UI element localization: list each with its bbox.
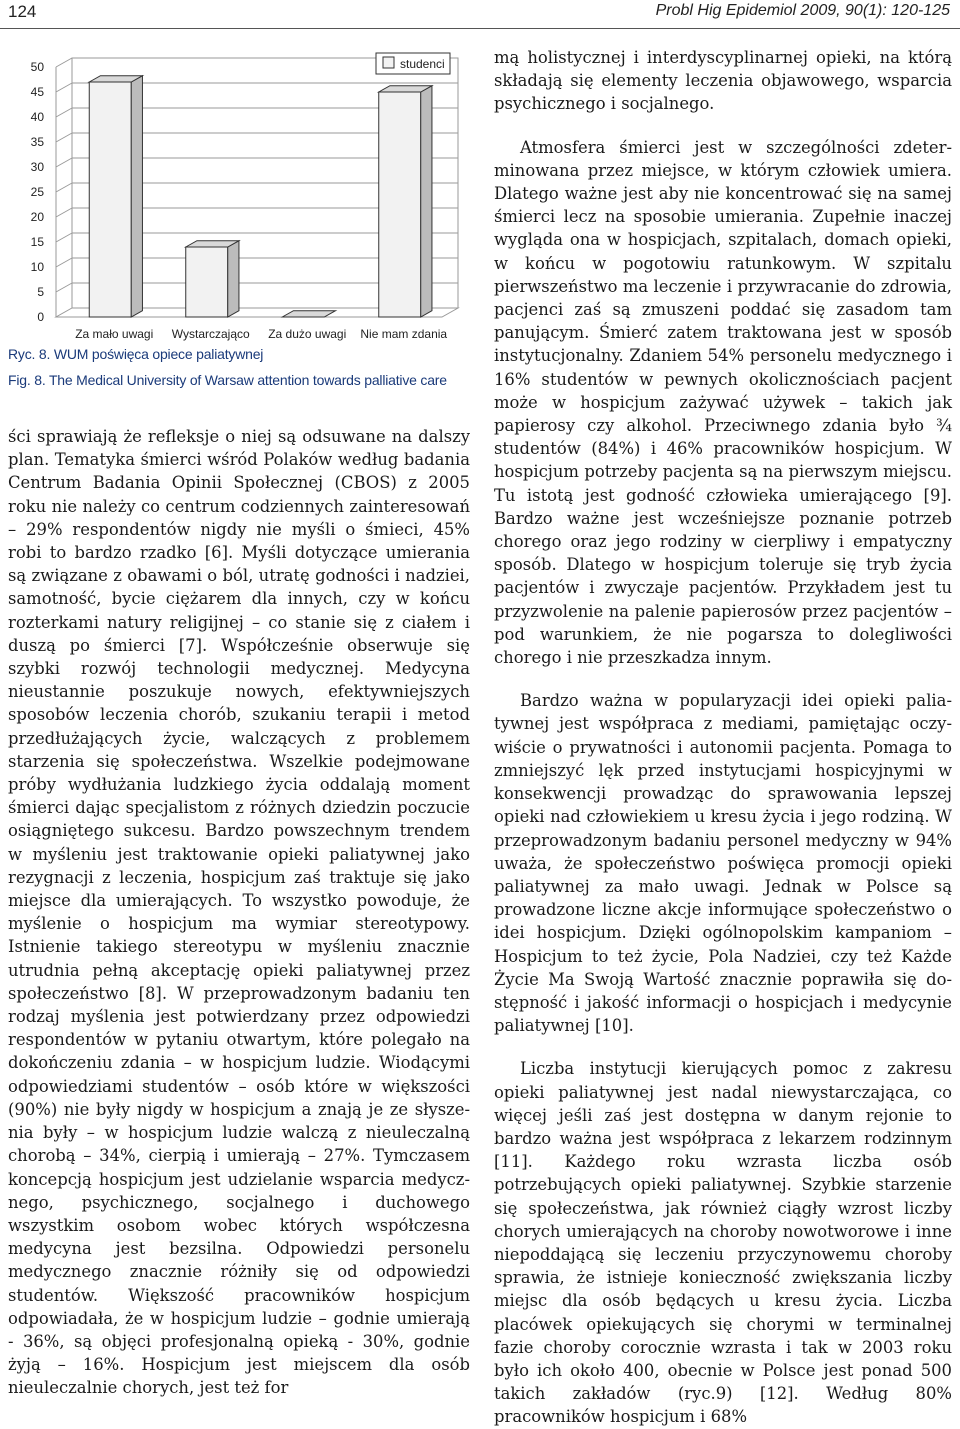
bar-chart	[0, 40, 470, 348]
figure-caption-english: Fig. 8. The Medical University of Warsaw attention towards palliative care	[8, 372, 447, 388]
left-column	[8, 425, 470, 1400]
y-tick-label: 20	[30, 210, 44, 224]
gridline-diagonal	[56, 158, 72, 167]
bar-side	[421, 86, 432, 317]
gridline-diagonal	[56, 258, 72, 267]
gridline-diagonal	[56, 283, 72, 292]
gridline-diagonal	[56, 108, 72, 117]
gridline-diagonal	[56, 183, 72, 192]
header-rule	[0, 28, 960, 29]
right-paragraph-1: mą holistycznej i interdyscyplinarnej opieki, na którą składają się elementy leczenia objawowego, wsparcia psychicznego i socjalnego.	[494, 48, 952, 114]
category-label: Za mało uwagi	[75, 327, 154, 341]
bar-side	[131, 76, 142, 317]
bar	[89, 82, 131, 317]
y-tick-label: 45	[30, 85, 44, 99]
y-tick-label: 10	[30, 260, 44, 274]
right-paragraph-3: Bardzo ważna w popularyzacji idei opieki paliatywnej jest współpraca z mediami, pamiętając oczywiście o prywatności i autonomii pacjenta. Pomaga to zmniejszyć lęk przed instytucjami hospicyjnymi w konsekwencji prowadząc do sprawowania lepszej opieki nad człowiekiem u kresu życia i jego rodziną. W przeprowadzonym badaniu personel medyczny w 94% uważa, że społeczeństwo poświęca promocji opieki paliatywnej za mało uwagi. Jednak w Polsce są prowadzone liczne akcje informujące społeczeństwo o idei hospicjum. Dzięki ogólnopolskim kampaniom – Hospicjum to też życie, Pola Nadziei, czy też Każde Życie Ma Swoją Wartość znacznie poprawiła się dostępność i jakość informacji o hospicjach i medycynie paliatywnej [10].	[494, 691, 952, 1036]
y-tick-label: 5	[37, 285, 44, 299]
legend-label: studenci	[400, 57, 445, 71]
right-paragraph-2: Atmosfera śmierci jest w szczególności zdeterminowana przez miejsce, w którym człowiek umiera. Dlatego ważne jest aby nie koncentrować się na samej śmierci lecz na sposobie umierania. Zupełnie inaczej wygląda ona w hospicjach, szpitalach, domach opieki, w końcu w pogotowiu ratunkowym. W szpitalu pierwszeństwo ma leczenie i przywracanie do zdrowia, pacjenci zaś są zmuszeni poddać się zasadom tam panującym. Śmierć zatem traktowana jest w sposób instytucjonalny. Zdaniem 54% personelu medycznego i 16% studentów w pewnych okolicznościach pacjent może w hospicjum zażywać używek – takich jak papierosy czy alkohol. Przeciwnego zdania było ¾ studentów (84%) i 46% pracowników hospicjum. W hospicjum potrzeby pacjenta są na pierwszym miejscu. Tu istotą jest godność człowieka umierającego [9]. Bardzo ważne jest wcześniejsze poznanie potrzeb chorego oraz jego rodziny w cierpliwy i empatyczny sposób. Dlatego w hospicjum toleruje się tryb życia pacjentów i zwyczaje pacjentów. Przykładem jest tu przyzwolenie na palenie papierosów przez pacjentów – pod warunkiem, że nie pogarsza to dolegliwości chorego i nie przeszkadza innym.	[494, 137, 952, 668]
y-tick-label: 15	[30, 235, 44, 249]
gridline-diagonal	[56, 58, 72, 67]
category-label: Nie mam zdania	[360, 327, 448, 341]
journal-citation: Probl Hig Epidemiol 2009, 90(1): 120-125	[655, 2, 950, 19]
bar	[379, 92, 421, 317]
gridline-diagonal	[56, 233, 72, 242]
category-label: Za dużo uwagi	[268, 327, 347, 341]
left-paragraph: ści sprawiają że refleksje o niej są odsuwane na dalszy plan. Tematyka śmierci wśród Polaków według badania Centrum Badania Opinii Społecznej (CBOS) z 2005 roku nie należy co centrum codziennych zainteresowań – 29% respondentów nigdy nie myśli o śmieci, 45% robi to bardzo rzadko [6]. Myśli dotyczące umierania są związane z obawami o ból, utratę godności i nadziei, samotność, bycie ciężarem dla innych, czy w końcu rozterkami natury religijnej – co stanie się z ciałem i duszą po śmierci [7]. Współcześnie obserwuje się szybki rozwój technologii medycznej. Medycyna nieustannie poszukuje nowych, efektywniejszych sposobów leczenia chorób, szukaniu terapii i metod przedłużających życie, walczących z problemem starzenia się społeczeństwa. Wszelkie podejmowane próby wydłużania ludzkiego życia oddalają moment śmierci dając specjalistom z różnych dziedzin poczucie osiągniętego sukcesu. Bardzo powszechnym trendem w myśleniu jest traktowanie opieki paliatywnej jako rezygnacji z leczenia, hospicjum zaś traktuje się jako miejsce dla umierających. To wszystko powoduje, że myślenie o hospicjum ma wymiar stereotypowy. Istnienie takiego stereotypu w myśleniu znacznie utrudnia pełną akceptację opieki paliatywnej przez społeczeństwo [8]. W przeprowadzonym badaniu ten rodzaj myślenia jest potwierdzany przez odpowiedzi respondentów w pytaniu otwartym, które polegało na dokończeniu zdania – w hospicjum ludzie. Wiodącymi odpowiedziami studentów – osób które w większości (90%) nie były nigdy w hospicjum a znają je ze słyszenia były – w hospicjum ludzie walczą z nieuleczalną chorobą – 34%, cierpią i umierają – 27%. Tymczasem koncepcją hospicjum jest udzielanie wsparcia medycznego, psychicznego, socjalnego i duchowego wszystkim osobom wobec których współczesna medycyna jest bezsilna. Odpowiedzi personelu medycznego znacznie różniły się od odpowiedzi studentów. Większość pracowników hospicjum odpowiadała, że w hospicjum ludzie – godnie umierają - 36%, są objęci profesjonalną opieką - 30%, godnie żyją – 16%. Hospicjum jest miejscem dla osób nieuleczalnie chorych, jest też for	[8, 427, 470, 1398]
gridline-diagonal	[56, 208, 72, 217]
y-tick-label: 50	[30, 60, 44, 74]
y-tick-label: 40	[30, 110, 44, 124]
y-tick-label: 25	[30, 185, 44, 199]
gridline-diagonal	[56, 133, 72, 142]
right-paragraph-4: Liczba instytucji kierujących pomoc z zakresu opieki paliatywnej jest nadal niewystarczająca, co więcej jeśli zaś jest dostępna w danym rejonie to bardzo ważna jest współpraca z lekarzem rodzinnym [11]. Każdego roku wzrasta liczba osób potrzebujących opieki paliatywnej. Szybkie starzenie się społeczeństwa, jak również ciągły wzrost liczby chorych umierających na choroby nowotworowe i inne niepoddającą się leczeniu przyczynowemu choroby sprawia, że istnieje konieczność zwiększania liczby miejsc dla osób będących u kresu życia. Liczba placówek opiekujących się chorymi w terminalnej fazie choroby corocznie wzrasta i tak w 2003 roku było ich około 400, obecnie w Polsce jest ponad 500 takich zakładów (ryc.9) [12]. Według 80% pracowników hospicjum i 68%	[494, 1059, 952, 1427]
legend-swatch	[383, 57, 394, 68]
category-label: Wystarczająco	[171, 327, 250, 341]
y-tick-label: 35	[30, 135, 44, 149]
y-tick-label: 0	[37, 310, 44, 324]
figure-caption-polish: Ryc. 8. WUM poświęca opiece paliatywnej	[8, 346, 264, 362]
right-column	[494, 46, 952, 1429]
bar-side	[228, 241, 239, 317]
page-number: 124	[8, 2, 37, 21]
y-tick-label: 30	[30, 160, 44, 174]
gridline-diagonal	[56, 83, 72, 92]
bar	[186, 247, 228, 317]
